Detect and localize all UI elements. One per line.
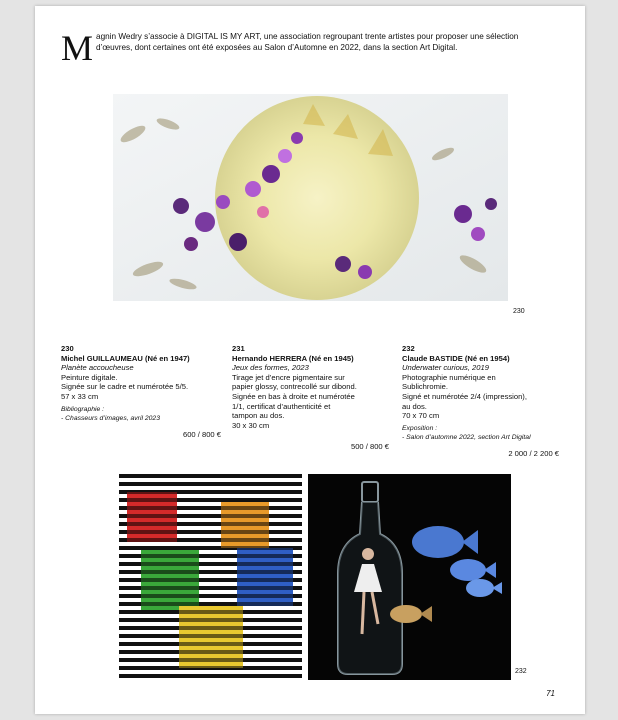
- lot-note: - Salon d’automne 2022, section Art Digital: [402, 434, 531, 442]
- lot-price: 600 / 800 €: [182, 429, 221, 439]
- lot-230: [61, 344, 221, 439]
- artwork-231-image: [119, 474, 302, 680]
- drop-cap: M: [61, 28, 94, 68]
- lot-line: 30 x 30 cm: [232, 420, 270, 430]
- lot-line: Signée en bas à droite et numérotée: [232, 391, 355, 401]
- lot-line: 57 x 33 cm: [61, 391, 99, 401]
- image-label-230: 230: [513, 308, 525, 315]
- lot-line: 1/1, certificat d’authenticité et: [232, 401, 331, 411]
- lot-line: Signée sur le cadre et numérotée 5/5.: [61, 382, 189, 392]
- lot-title: Planète accoucheuse: [61, 363, 134, 373]
- lot-line: au dos.: [402, 401, 427, 411]
- artwork-232-image: [308, 474, 511, 680]
- lot-price: 500 / 800 €: [350, 442, 389, 452]
- intro-text: agnin Wedry s’associe à DIGITAL IS MY ART, une association regroupant trente artistes pour proposer une sélection d’œuvres, dont certaines ont été exposées au Salon d’Automne en 2022, dans la section Art Digital.: [96, 32, 519, 52]
- lot-title: Jeux des formes, 2023: [232, 363, 309, 373]
- lot-line: papier glossy, contrecollé sur dibond.: [232, 382, 357, 392]
- lot-number: 230: [61, 344, 74, 353]
- lot-note: - Chasseurs d’images, avril 2023: [61, 415, 160, 423]
- lot-note-label: Bibliographie :: [61, 405, 105, 413]
- catalog-page: [35, 6, 585, 714]
- underwater-curious-picture: [308, 474, 511, 680]
- lot-line: 70 x 70 cm: [402, 411, 440, 421]
- lot-price: 2 000 / 2 200 €: [508, 448, 559, 458]
- lot-number: 232: [402, 344, 415, 353]
- lot-line: Sublichromie.: [402, 382, 449, 392]
- lot-note-label: Exposition :: [402, 424, 438, 432]
- image-label-232: 232: [515, 668, 527, 675]
- lot-title: Underwater curious, 2019: [402, 363, 489, 373]
- jeux-des-formes-picture: [119, 474, 302, 680]
- lot-artist: Michel GUILLAUMEAU (Né en 1947): [61, 353, 190, 363]
- page-number: 71: [546, 689, 555, 698]
- lot-231: [232, 344, 389, 452]
- intro-paragraph: [61, 28, 556, 68]
- lot-line: Tirage jet d’encre pigmentaire sur: [232, 372, 345, 382]
- lot-number: 231: [232, 344, 245, 353]
- lot-line: Signé et numérotée 2/4 (impression),: [402, 391, 527, 401]
- planete-accoucheuse-picture: [113, 94, 508, 301]
- lot-artist: Claude BASTIDE (Né en 1954): [402, 353, 510, 363]
- lot-line: tampon au dos.: [232, 411, 285, 421]
- lot-artist: Hernando HERRERA (Né en 1945): [232, 353, 354, 363]
- artwork-230-image: [113, 94, 508, 301]
- lot-line: Peinture digitale.: [61, 372, 118, 382]
- lot-line: Photographie numérique en: [402, 372, 496, 382]
- lot-232: [402, 344, 559, 459]
